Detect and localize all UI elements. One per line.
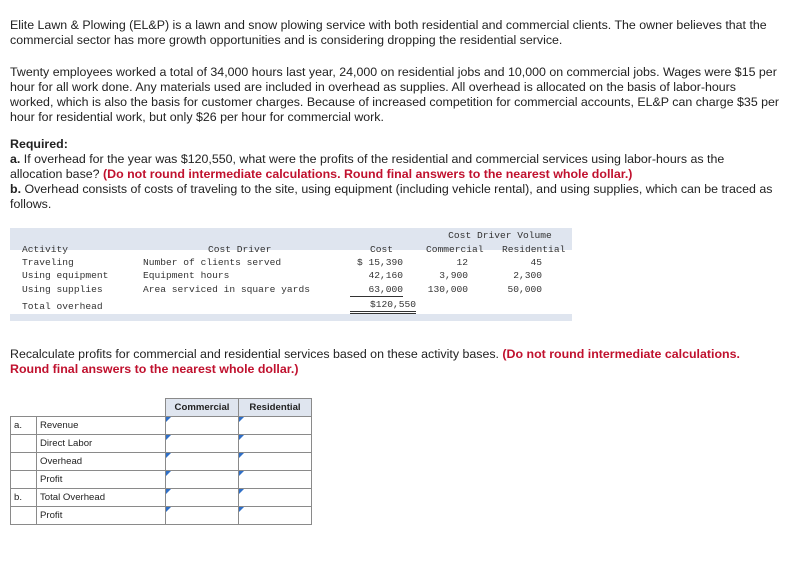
header-commercial: Commercial	[426, 244, 484, 255]
table-row	[11, 507, 312, 525]
total-overhead-commercial-input[interactable]	[166, 490, 238, 506]
row-label: Total Overhead	[37, 489, 166, 507]
requirement-a-label: a.	[10, 152, 21, 166]
table-row	[11, 435, 312, 453]
row-activity: Traveling	[22, 257, 74, 268]
required-section	[10, 137, 780, 212]
column-residential: Residential	[239, 399, 312, 417]
row-cost: 42,160	[368, 270, 403, 281]
table-row	[11, 417, 312, 435]
requirement-b-label: b.	[10, 182, 22, 196]
requirement-b	[10, 182, 780, 212]
profit-a-residential-input[interactable]	[239, 472, 311, 488]
requirement-a-text: If overhead for the year was $120,550, what were the profits of the residential and commercial services using labor-hours as the allocation base?	[10, 152, 725, 181]
row-commercial: 3,900	[439, 270, 468, 281]
row-residential: 45	[530, 257, 542, 268]
header-activity: Activity	[22, 244, 69, 255]
table-row	[11, 453, 312, 471]
row-residential: 50,000	[507, 284, 542, 295]
revenue-residential-input[interactable]	[239, 418, 311, 434]
row-label: Overhead	[37, 453, 166, 471]
row-label: Revenue	[37, 417, 166, 435]
row-driver: Area serviced in square yards	[143, 284, 310, 295]
row-driver: Equipment hours	[143, 270, 230, 281]
cost-driver-table	[10, 228, 572, 321]
column-commercial: Commercial	[166, 399, 239, 417]
row-letter: a.	[11, 417, 37, 435]
required-heading: Required:	[10, 137, 68, 151]
recalculate-instructions	[10, 347, 780, 377]
total-overhead-label: Total overhead	[22, 301, 103, 312]
row-activity: Using equipment	[22, 270, 109, 281]
row-activity: Using supplies	[22, 284, 103, 295]
row-commercial: 130,000	[427, 284, 468, 295]
total-overhead-residential-input[interactable]	[239, 490, 311, 506]
row-letter	[11, 453, 37, 471]
profit-a-commercial-input[interactable]	[166, 472, 238, 488]
direct-labor-residential-input[interactable]	[239, 436, 311, 452]
overhead-commercial-input[interactable]	[166, 454, 238, 470]
row-letter	[11, 507, 37, 525]
table-row	[11, 489, 312, 507]
total-overhead-cost: $120,550	[350, 299, 416, 314]
row-label: Profit	[37, 507, 166, 525]
intro-paragraph-2: Twenty employees worked a total of 34,000 hours last year, 24,000 on residential jobs and 10,000 on commercial jobs. Wages were $15 per hour for all work done. Any materials used are included in overhead as supplies. All overhead is allocated on the basis of labor-hours worked, which is also the basis for customer charges. Because of increased competition for commercial accounts, EL&P can charge $35 per hour for residential work, but only $26 per hour for commercial work.	[10, 65, 780, 124]
row-cost: $ 15,390	[356, 257, 403, 268]
header-residential: Residential	[502, 244, 566, 255]
direct-labor-commercial-input[interactable]	[166, 436, 238, 452]
row-commercial: 12	[456, 257, 468, 268]
requirement-a-note: (Do not round intermediate calculations. Round final answers to the nearest whole dollar.)	[103, 167, 633, 181]
requirement-b-text: Overhead consists of costs of traveling to the site, using equipment (including vehicle rental), and using supplies, which can be traced as follows.	[10, 182, 773, 211]
requirement-a	[10, 152, 780, 182]
row-driver: Number of clients served	[143, 257, 282, 268]
profit-b-residential-input[interactable]	[239, 508, 311, 524]
row-cost: 63,000	[350, 284, 403, 297]
recalculate-note: (Do not round intermediate calculations. Round final answers to the nearest whole dollar.)	[10, 347, 740, 376]
row-label: Profit	[37, 471, 166, 489]
row-letter	[11, 435, 37, 453]
header-cost-driver: Cost Driver	[208, 244, 272, 255]
recalculate-text: Recalculate profits for commercial and residential services based on these activity bases.	[10, 347, 503, 361]
row-letter: b.	[11, 489, 37, 507]
table-row	[11, 471, 312, 489]
profit-b-commercial-input[interactable]	[166, 508, 238, 524]
row-residential: 2,300	[513, 270, 542, 281]
intro-paragraph-1: Elite Lawn & Plowing (EL&P) is a lawn and snow plowing service with both residential and commercial clients. The owner believes that the commercial sector has more growth opportunities and is considering dropping the residential service.	[10, 18, 767, 47]
row-label: Direct Labor	[37, 435, 166, 453]
overhead-residential-input[interactable]	[239, 454, 311, 470]
revenue-commercial-input[interactable]	[166, 418, 238, 434]
answer-header-row	[11, 399, 312, 417]
row-letter	[11, 471, 37, 489]
answer-grid	[10, 398, 312, 525]
header-cost: Cost	[370, 244, 394, 255]
cost-driver-volume-header: Cost Driver Volume	[448, 230, 552, 241]
